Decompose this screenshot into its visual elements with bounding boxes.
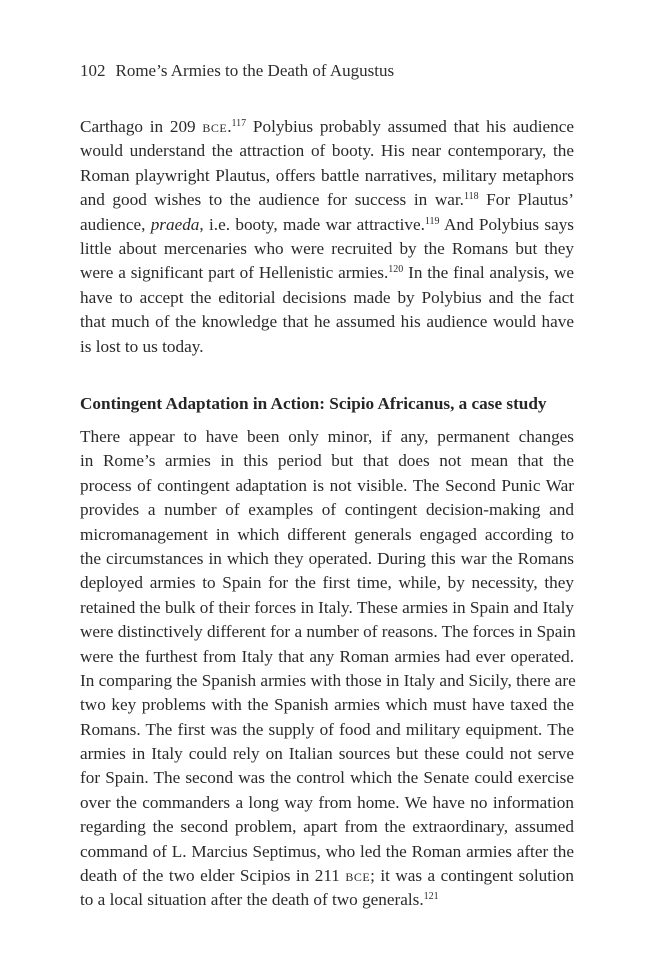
small-caps-era: BCE	[345, 870, 371, 885]
text-line: over the commanders a long way from home. We have no information	[80, 792, 574, 812]
text-line: micromanagement in which different generals engaged according to	[80, 524, 574, 544]
text-run: In the final analysis, we	[403, 263, 574, 283]
text-run: audience,	[80, 214, 151, 234]
text-line: regarding the second problem, apart from the extraordinary, assumed	[80, 817, 574, 837]
text-line: little about mercenaries who were recruited by the Romans but they	[80, 238, 574, 258]
text-line: process of contingent adaptation is not visible. The Second Punic War	[80, 475, 574, 495]
text-line: the circumstances in which they operated. During this war the Romans	[80, 548, 574, 568]
running-title: Rome’s Armies to the Death of Augustus	[115, 61, 395, 80]
paragraph-contingent-adaptation	[80, 425, 574, 913]
text-line	[80, 261, 574, 285]
text-run: , i.e. booty, made war attractive.	[199, 214, 425, 234]
text-line: were distinctively different for a number of reasons. The forces in Spain	[80, 622, 576, 642]
text-run: And Polybius says	[439, 214, 574, 234]
text-line: retained the bulk of their forces in Italy. These armies in Spain and Italy	[80, 597, 574, 617]
footnote-marker[interactable]: 119	[424, 215, 440, 227]
text-run: were a significant part of Hellenistic armies.	[80, 263, 389, 283]
text-line: provides a number of examples of contingent decision-making and	[80, 500, 574, 520]
text-run: Carthago in 209	[80, 117, 203, 136]
text-line: Romans. The first was the supply of food and military equipment. The	[80, 719, 574, 739]
text-line: Roman playwright Plautus, offers battle narratives, military metaphors	[80, 165, 574, 185]
text-run: ; it was a contingent solution	[370, 866, 574, 886]
text-line: command of L. Marcius Septimus, who led the Roman armies after the	[80, 841, 574, 861]
text-run: and good wishes to the audience for success in war.	[80, 190, 464, 210]
running-header	[80, 61, 394, 81]
text-line: for Spain. The second was the control which the Senate could exercise	[80, 768, 574, 788]
italic-term: praeda	[150, 214, 200, 234]
footnote-marker[interactable]: 118	[463, 191, 479, 203]
footnote-marker[interactable]: 121	[423, 891, 439, 903]
text-run: Polybius probably assumed that his audience	[246, 117, 574, 136]
text-run: For Plautus’	[478, 190, 575, 210]
text-line: armies in Italy could rely on Italian sources but these could not serve	[80, 744, 574, 764]
text-run: death of the two elder Scipios in 211	[80, 866, 346, 886]
footnote-marker[interactable]: 120	[388, 264, 404, 276]
text-run: .	[227, 117, 232, 136]
text-line: would understand the attraction of booty. His near contemporary, the	[80, 141, 574, 161]
section-heading: Contingent Adaptation in Action: Scipio Africanus, a case study	[80, 394, 547, 413]
footnote-marker[interactable]: 117	[231, 118, 247, 129]
text-line: deployed armies to Spain for the first time, while, by necessity, they	[80, 573, 574, 593]
text-line: have to accept the editorial decisions made by Polybius and the fact	[80, 287, 574, 307]
text-line	[80, 188, 574, 212]
text-line: In comparing the Spanish armies with those in Italy and Sicily, there are	[80, 670, 576, 690]
text-line	[80, 213, 574, 237]
paragraph-booty	[80, 115, 574, 359]
text-line: that much of the knowledge that he assumed his audience would have	[80, 312, 574, 332]
text-line: two key problems with the Spanish armies which must have taxed the	[80, 695, 574, 715]
text-run: to a local situation after the death of two generals.	[80, 890, 424, 910]
text-line	[80, 115, 574, 139]
small-caps-era: BCE	[202, 121, 228, 135]
text-line: There appear to have been only minor, if any, permanent changes	[80, 427, 574, 446]
text-line	[80, 864, 574, 888]
page-number: 102	[80, 61, 106, 80]
text-line: in Rome’s armies in this period but that does not mean that the	[80, 451, 574, 471]
text-line: is lost to us today.	[80, 336, 204, 356]
text-line	[80, 888, 574, 912]
text-line: were the furthest from Italy that any Roman armies had ever operated.	[80, 646, 574, 666]
